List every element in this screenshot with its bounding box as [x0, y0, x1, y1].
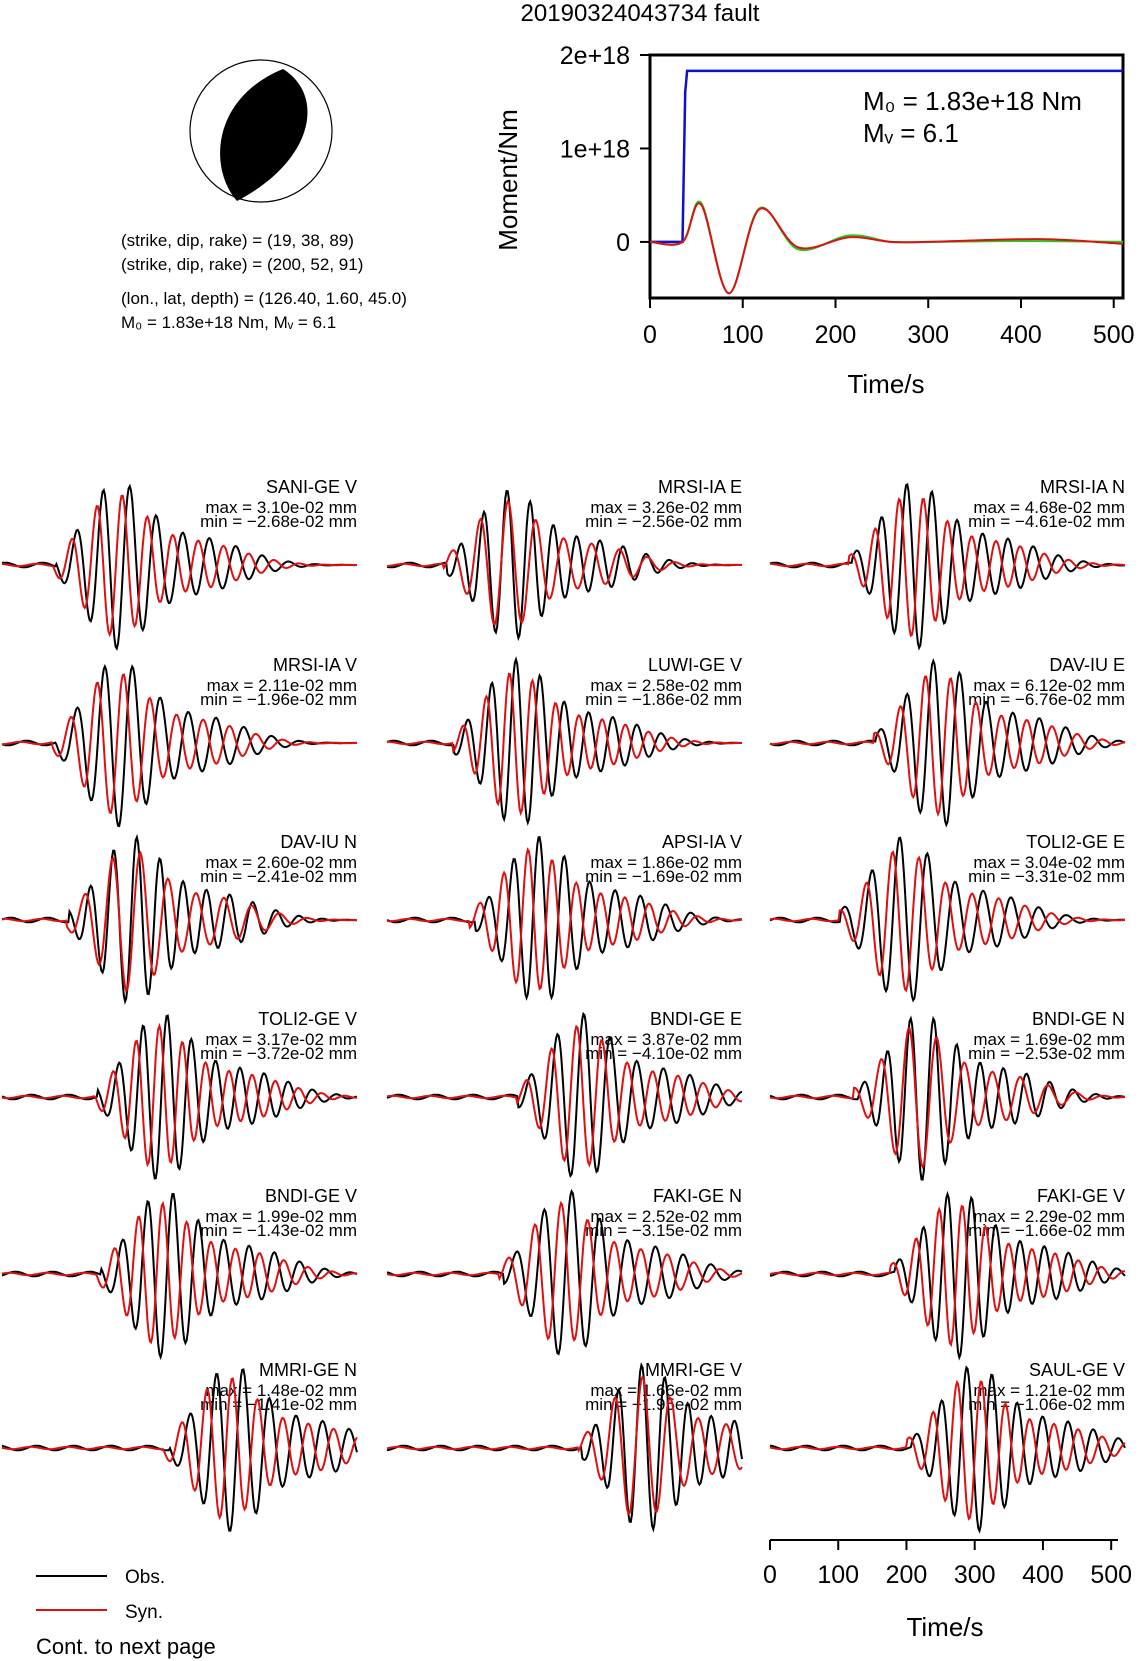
waveform-panel: [770, 477, 1125, 648]
waveform-panel: [387, 1009, 742, 1176]
moment-x-tick-label: 100: [721, 321, 764, 349]
max-amplitude: max = 1.48e-02 mm: [205, 1381, 357, 1400]
station-label: TOLI2-GE V: [258, 1009, 357, 1029]
max-amplitude: max = 2.11e-02 mm: [206, 676, 357, 695]
max-amplitude: max = 2.29e-02 mm: [973, 1207, 1125, 1226]
min-amplitude: min = −1.06e-02 mm: [968, 1395, 1125, 1414]
moment-annotation-mw: Mᵥ = 6.1: [863, 118, 959, 148]
waveform-x-tick-label: 300: [953, 1561, 996, 1589]
continue-note: Cont. to next page: [36, 1634, 216, 1659]
moment-y-tick-label: 1e+18: [559, 135, 630, 164]
legend-obs-label: Obs.: [125, 1567, 166, 1588]
waveform-panel: [387, 1186, 742, 1354]
waveform-panel: [770, 1009, 1125, 1180]
min-amplitude: min = −3.72e-02 mm: [200, 1044, 357, 1063]
nodal-plane-1: (strike, dip, rake) = (19, 38, 89): [121, 231, 354, 250]
min-amplitude: min = −1.69e-02 mm: [585, 867, 742, 886]
station-label: SAUL-GE V: [1028, 1360, 1125, 1380]
max-amplitude: max = 1.99e-02 mm: [205, 1207, 357, 1226]
moment-x-tick-label: 400: [1000, 321, 1042, 349]
moment-y-label: Moment/Nm: [493, 109, 523, 251]
max-amplitude: max = 3.17e-02 mm: [205, 1030, 357, 1049]
waveform-x-tick-label: 100: [817, 1561, 860, 1589]
min-amplitude: min = −1.95e-02 mm: [585, 1395, 742, 1414]
min-amplitude: min = −2.41e-02 mm: [200, 867, 357, 886]
min-amplitude: min = −6.76e-02 mm: [968, 690, 1125, 709]
moment-function-chart: [493, 42, 1135, 399]
waveform-panel: [2, 1009, 357, 1178]
moment-x-label: Time/s: [847, 369, 925, 399]
station-label: MMRI-GE V: [645, 1360, 742, 1380]
waveform-panel: [387, 477, 742, 638]
waveform-panel: [2, 1360, 357, 1531]
waveform-panel: [770, 1360, 1125, 1531]
waveform-panel: [387, 1360, 742, 1529]
moment-y-tick-label: 2e+18: [559, 42, 630, 70]
min-amplitude: min = −2.56e-02 mm: [585, 512, 742, 531]
station-label: DAV-IU N: [280, 832, 357, 852]
min-amplitude: min = −1.66e-02 mm: [968, 1221, 1125, 1240]
waveform-x-tick-label: 0: [763, 1561, 777, 1589]
waveform-x-label: Time/s: [906, 1612, 984, 1642]
max-amplitude: max = 3.87e-02 mm: [590, 1030, 742, 1049]
station-label: FAKI-GE N: [652, 1186, 742, 1206]
max-amplitude: max = 2.52e-02 mm: [590, 1207, 742, 1226]
hypocenter-line: (lon., lat, depth) = (126.40, 1.60, 45.0): [121, 289, 407, 308]
station-label: APSI-IA V: [661, 832, 742, 852]
waveform-panel: [387, 655, 742, 823]
max-amplitude: max = 2.60e-02 mm: [205, 853, 357, 872]
moment-annotation-m0: M₀ = 1.83e+18 Nm: [863, 86, 1082, 116]
max-amplitude: max = 3.04e-02 mm: [973, 853, 1125, 872]
max-amplitude: max = 1.21e-02 mm: [973, 1381, 1125, 1400]
waveform-x-tick-label: 200: [885, 1561, 928, 1589]
moment-y-axis: [560, 42, 650, 257]
moment-x-tick-label: 0: [643, 321, 657, 349]
waveform-panel: [2, 655, 357, 826]
moment-series-line: [650, 203, 1123, 293]
moment-x-tick-label: 500: [1092, 321, 1135, 349]
station-label: BNDI-GE N: [1031, 1009, 1125, 1029]
station-label: FAKI-GE V: [1036, 1186, 1125, 1206]
station-label: MRSI-IA E: [657, 477, 742, 497]
legend: [36, 1567, 165, 1623]
max-amplitude: max = 3.10e-02 mm: [205, 498, 357, 517]
min-amplitude: min = −2.53e-02 mm: [968, 1044, 1125, 1063]
waveform-panel: [770, 832, 1125, 1000]
station-label: MRSI-IA V: [272, 655, 357, 675]
station-label: DAV-IU E: [1049, 655, 1125, 675]
waveform-panel: [2, 1186, 357, 1357]
waveform-x-tick-label: 400: [1022, 1561, 1064, 1589]
station-label: SANI-GE V: [265, 477, 357, 497]
station-label: MRSI-IA N: [1039, 477, 1125, 497]
station-label: TOLI2-GE E: [1026, 832, 1125, 852]
station-label: BNDI-GE E: [649, 1009, 742, 1029]
beachball-icon: [190, 60, 332, 202]
min-amplitude: min = −3.15e-02 mm: [585, 1221, 742, 1240]
moment-x-tick-label: 300: [907, 321, 950, 349]
min-amplitude: min = −1.41e-02 mm: [200, 1395, 357, 1414]
waveform-panel: [770, 1186, 1125, 1357]
max-amplitude: max = 1.69e-02 mm: [973, 1030, 1125, 1049]
waveform-panel: [2, 477, 357, 648]
min-amplitude: min = −1.86e-02 mm: [585, 690, 742, 709]
waveform-panels: [2, 477, 1125, 1531]
waveform-x-tick-label: 500: [1090, 1561, 1133, 1589]
min-amplitude: min = −2.68e-02 mm: [200, 512, 357, 531]
figure-title: 20190324043734 fault: [520, 0, 760, 27]
max-amplitude: max = 3.26e-02 mm: [590, 498, 742, 517]
min-amplitude: min = −4.10e-02 mm: [585, 1044, 742, 1063]
min-amplitude: min = −3.31e-02 mm: [968, 867, 1125, 886]
waveform-panel: [387, 832, 742, 998]
max-amplitude: max = 4.68e-02 mm: [973, 498, 1125, 517]
moment-magnitude-line: M₀ = 1.83e+18 Nm, Mᵥ = 6.1: [121, 313, 337, 332]
min-amplitude: min = −1.43e-02 mm: [200, 1221, 357, 1240]
moment-y-tick-label: 0: [616, 228, 630, 257]
max-amplitude: max = 1.86e-02 mm: [590, 853, 742, 872]
min-amplitude: min = −4.61e-02 mm: [968, 512, 1125, 531]
waveform-panel: [770, 655, 1125, 825]
station-label: LUWI-GE V: [647, 655, 742, 675]
max-amplitude: max = 6.12e-02 mm: [973, 676, 1125, 695]
min-amplitude: min = −1.96e-02 mm: [200, 690, 357, 709]
waveform-time-axis: [763, 1540, 1132, 1589]
legend-syn-label: Syn.: [125, 1602, 164, 1623]
max-amplitude: max = 1.66e-02 mm: [590, 1381, 742, 1400]
waveform-panel: [2, 832, 357, 1001]
moment-x-tick-label: 200: [814, 321, 857, 349]
moment-x-axis: [643, 298, 1135, 349]
station-label: BNDI-GE V: [264, 1186, 357, 1206]
max-amplitude: max = 2.58e-02 mm: [590, 676, 742, 695]
station-label: MMRI-GE N: [259, 1360, 357, 1380]
nodal-plane-2: (strike, dip, rake) = (200, 52, 91): [121, 255, 364, 274]
